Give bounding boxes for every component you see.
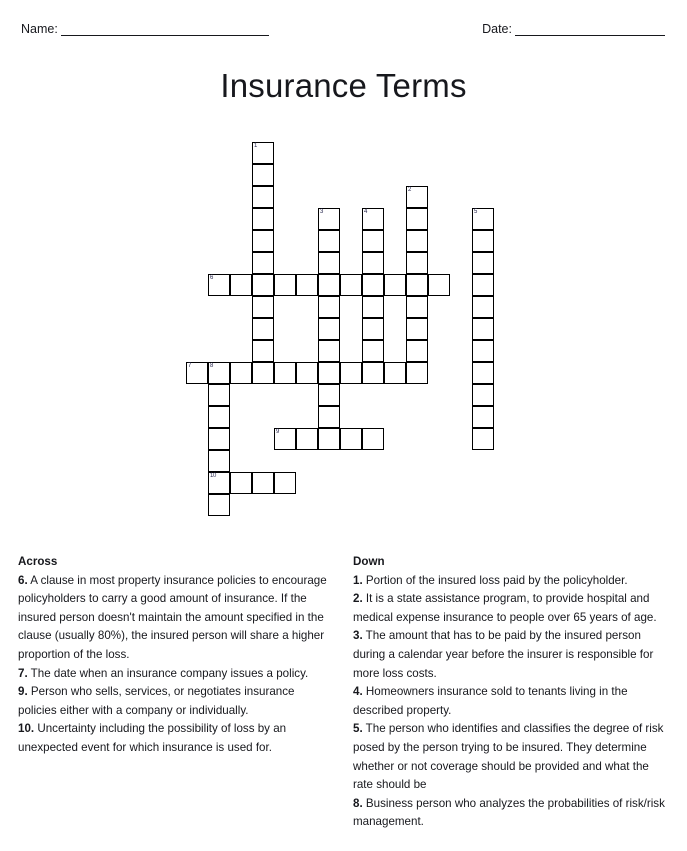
crossword-cell[interactable]	[406, 362, 428, 384]
crossword-cell[interactable]	[406, 274, 428, 296]
name-label: Name:	[21, 22, 58, 36]
crossword-cell[interactable]	[296, 428, 318, 450]
crossword-cell[interactable]	[252, 208, 274, 230]
crossword-cell-number: 2	[408, 187, 412, 193]
crossword-cell[interactable]	[428, 274, 450, 296]
crossword-cell[interactable]	[406, 208, 428, 230]
across-clues-column	[18, 553, 335, 832]
crossword-cell-number: 8	[210, 363, 214, 369]
clue-down-5	[353, 720, 670, 794]
crossword-cell[interactable]	[472, 274, 494, 296]
clue-text: Homeowners insurance sold to tenants living in the described property.	[353, 685, 628, 717]
crossword-cell[interactable]	[340, 362, 362, 384]
clue-text: Uncertainty including the possibility of loss by an unexpected event for which insurance is used for.	[18, 722, 287, 754]
crossword-cell[interactable]	[186, 362, 208, 384]
crossword-cell[interactable]	[318, 384, 340, 406]
crossword-cell[interactable]	[252, 164, 274, 186]
crossword-cell[interactable]	[340, 428, 362, 450]
crossword-cell[interactable]	[318, 406, 340, 428]
crossword-cell[interactable]	[252, 274, 274, 296]
down-clues-column	[353, 553, 670, 832]
date-label: Date:	[482, 22, 512, 36]
clue-text: The amount that has to be paid by the insured person during a calendar year before the insurer is responsible for more loss costs.	[353, 629, 654, 680]
crossword-cell[interactable]	[362, 428, 384, 450]
clue-number: 2.	[353, 592, 363, 606]
crossword-cell[interactable]	[252, 186, 274, 208]
crossword-cell[interactable]	[318, 296, 340, 318]
clue-across-6	[18, 572, 335, 665]
crossword-cell[interactable]	[252, 472, 274, 494]
clue-text: It is a state assistance program, to provide hospital and medical expense insurance to people over 65 years of age.	[353, 592, 657, 624]
crossword-cell[interactable]	[362, 208, 384, 230]
crossword-cell[interactable]	[318, 340, 340, 362]
crossword-cell[interactable]	[208, 494, 230, 516]
crossword-cell[interactable]	[362, 252, 384, 274]
crossword-cell[interactable]	[252, 318, 274, 340]
clue-number: 10.	[18, 722, 35, 736]
down-heading: Down	[353, 555, 385, 568]
crossword-cell[interactable]	[472, 252, 494, 274]
page-title: Insurance Terms	[220, 67, 467, 105]
crossword-cell[interactable]	[472, 296, 494, 318]
clue-text: A clause in most property insurance policies to encourage policyholders to carry a good amount of insurance. If the insured person doesn't maintain the amount specified in the clause (usually 80%), the insured person will share a higher proportion of the loss.	[18, 573, 327, 661]
clue-number: 6.	[18, 573, 28, 587]
crossword-cell[interactable]	[472, 428, 494, 450]
crossword-cell[interactable]	[406, 318, 428, 340]
crossword-cell-number: 9	[276, 429, 280, 435]
crossword-cell-number: 5	[474, 209, 478, 215]
clue-text: The date when an insurance company issues a policy.	[27, 666, 309, 680]
crossword-cell-number: 1	[254, 143, 258, 149]
crossword-cell[interactable]	[318, 230, 340, 252]
crossword-cell[interactable]	[252, 252, 274, 274]
crossword-cell[interactable]	[318, 252, 340, 274]
crossword-cell[interactable]	[472, 340, 494, 362]
crossword-cell[interactable]	[362, 340, 384, 362]
crossword-cell[interactable]	[472, 230, 494, 252]
crossword-cell-number: 3	[320, 209, 324, 215]
crossword-cell-number: 10	[210, 473, 217, 479]
crossword-cell[interactable]	[208, 406, 230, 428]
crossword-cell[interactable]	[318, 208, 340, 230]
crossword-cell[interactable]	[384, 362, 406, 384]
crossword-cell[interactable]	[274, 472, 296, 494]
crossword-cell[interactable]	[274, 274, 296, 296]
crossword-cell[interactable]	[362, 318, 384, 340]
crossword-cell-number: 7	[188, 363, 192, 369]
clue-number: 7.	[18, 666, 28, 680]
clue-across-10	[18, 720, 335, 757]
clue-text: The person who identifies and classifies the degree of risk posed by the person trying to be insured. They determine whether or not coverage should be provided and what the rate should be	[353, 722, 664, 792]
crossword-cell[interactable]	[252, 142, 274, 164]
clue-across-7	[18, 665, 335, 684]
crossword-cell[interactable]	[340, 274, 362, 296]
crossword-cell[interactable]	[252, 296, 274, 318]
crossword-cell[interactable]	[252, 340, 274, 362]
crossword-cell[interactable]	[384, 274, 406, 296]
crossword-cell[interactable]	[472, 384, 494, 406]
crossword-cell[interactable]	[406, 340, 428, 362]
crossword-cell[interactable]	[208, 274, 230, 296]
crossword-cell[interactable]	[472, 208, 494, 230]
clue-down-1	[353, 572, 670, 591]
crossword-cell[interactable]	[406, 186, 428, 208]
crossword-cell[interactable]	[406, 296, 428, 318]
crossword-cell[interactable]	[472, 318, 494, 340]
crossword-cell[interactable]	[208, 450, 230, 472]
crossword-cell[interactable]	[318, 428, 340, 450]
crossword-cell[interactable]	[252, 362, 274, 384]
crossword-cell[interactable]	[296, 362, 318, 384]
crossword-cell[interactable]	[230, 362, 252, 384]
crossword-cell[interactable]	[472, 362, 494, 384]
crossword-cell[interactable]	[274, 428, 296, 450]
clue-text: Person who sells, services, or negotiates insurance policies either with a company or individually.	[18, 685, 295, 717]
clue-number: 1.	[353, 573, 363, 587]
crossword-cell[interactable]	[406, 230, 428, 252]
clue-down-4	[353, 683, 670, 720]
crossword-cell[interactable]	[208, 362, 230, 384]
crossword-cell[interactable]	[274, 362, 296, 384]
crossword-cell[interactable]	[318, 274, 340, 296]
clue-down-8	[353, 795, 670, 832]
crossword-cell[interactable]	[252, 230, 274, 252]
clue-number: 3.	[353, 629, 363, 643]
crossword-cell[interactable]	[362, 230, 384, 252]
crossword-cell[interactable]	[208, 472, 230, 494]
clue-text: Portion of the insured loss paid by the policyholder.	[362, 573, 628, 587]
clue-number: 5.	[353, 722, 363, 736]
crossword-cell[interactable]	[472, 406, 494, 428]
crossword-cell[interactable]	[296, 274, 318, 296]
clue-down-3	[353, 627, 670, 683]
clue-down-2	[353, 590, 670, 627]
crossword-cell-number: 6	[210, 275, 214, 281]
clue-number: 9.	[18, 685, 28, 699]
clue-number: 8.	[353, 796, 363, 810]
across-heading: Across	[18, 555, 58, 568]
crossword-cell-number: 4	[364, 209, 368, 215]
crossword-cell[interactable]	[318, 362, 340, 384]
clue-across-9	[18, 683, 335, 720]
clues-section	[18, 553, 670, 832]
crossword-cell[interactable]	[208, 384, 230, 406]
crossword-cell[interactable]	[406, 252, 428, 274]
crossword-cell[interactable]	[362, 274, 384, 296]
clue-text: Business person who analyzes the probabilities of risk/risk management.	[353, 796, 665, 829]
crossword-cell[interactable]	[208, 428, 230, 450]
crossword-cell[interactable]	[362, 362, 384, 384]
crossword-cell[interactable]	[230, 472, 252, 494]
crossword-cell[interactable]	[230, 274, 252, 296]
clue-number: 4.	[353, 685, 363, 699]
crossword-cell[interactable]	[362, 296, 384, 318]
crossword-cell[interactable]	[318, 318, 340, 340]
